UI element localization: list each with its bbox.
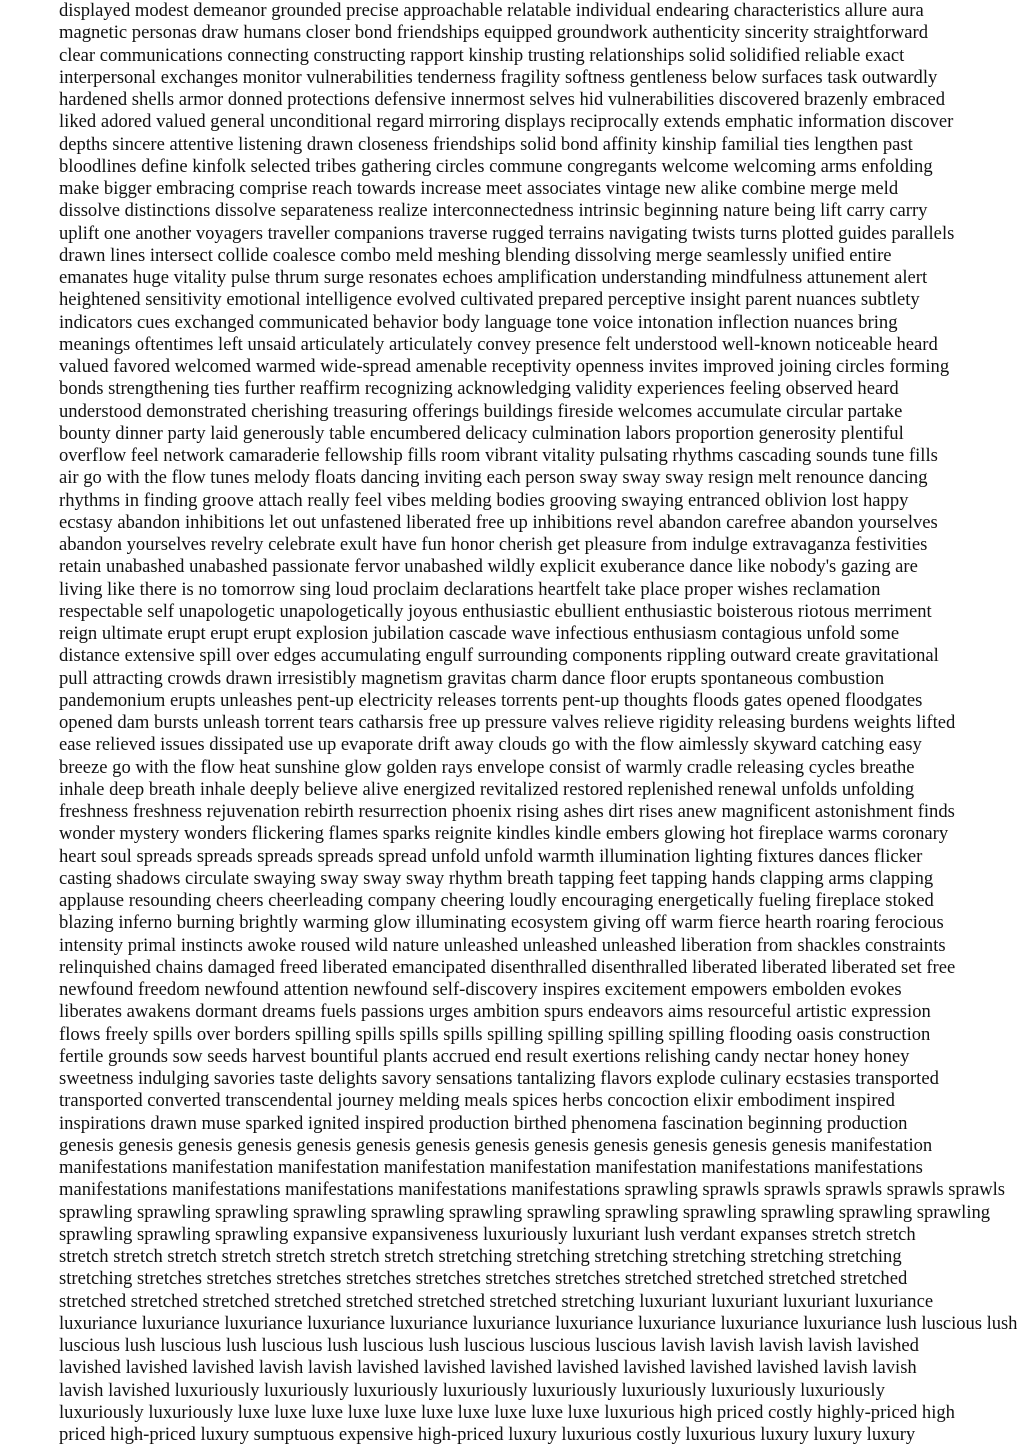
- text-line: stretch stretch stretch stretch stretch stretch stretch stretching stretching stretching stretching stretching stretching: [59, 1246, 902, 1267]
- text-line: lavished lavished lavished lavish lavish lavished lavished lavished lavished lavished lavished lavished lavish lavish: [59, 1357, 917, 1379]
- text-line: applause resounding cheers cheerleading company cheering loudly encouraging energetically fueling fireplace stoked: [59, 890, 934, 911]
- text-line: make bigger embracing comprise reach towards increase meet associates vintage new alike combine merge meld: [59, 178, 899, 199]
- text-line: dissolve distinctions dissolve separateness realize interconnectedness intrinsic beginning nature being lift carry carry: [59, 200, 928, 222]
- text-line: clear communications connecting constructing rapport kinship trusting relationships solid solidified reliable exact: [59, 44, 905, 66]
- text-line: magnetic personas draw humans closer bond friendships equipped groundwork authenticity sincerity straightforward: [59, 22, 929, 44]
- text-line: intensity primal instincts awoke roused wild nature unleashed unleashed unleashed liberation from shackles constraints: [59, 934, 946, 956]
- text-line: manifestations manifestation manifestation manifestation manifestation manifestation manifestations manifestations: [59, 1157, 923, 1178]
- text-line: understood demonstrated cherishing treasuring offerings buildings fireside welcomes accumulate circular partake: [59, 400, 903, 422]
- text-line: valued favored welcomed warmed wide-spread amenable receptivity openness invites improved joining circles forming: [59, 356, 950, 377]
- text-line: inhale deep breath inhale deeply believe alive energized revitalized restored replenished renewal unfolds unfolding: [59, 778, 915, 800]
- text-line: ease relieved issues dissipated use up evaporate drift away clouds go with the flow aimlessly skyward catching easy: [59, 734, 922, 756]
- text-line: breeze go with the flow heat sunshine glow golden rays envelope consist of warmly cradle releasing cycles breathe: [59, 756, 915, 778]
- text-line: depths sincere attentive listening drawn closeness friendships solid bond affinity kinship familial ties lengthen past: [59, 133, 913, 155]
- text-line: manifestations manifestations manifestations manifestations manifestations sprawling sprawls sprawls sprawls sprawls sprawls: [59, 1179, 1006, 1201]
- text-line: uplift one another voyagers traveller companions traverse rugged terrains navigating twists turns plotted guides parallels: [59, 222, 955, 244]
- text-line: wonder mystery wonders flickering flames sparks reignite kindles kindle embers glowing hot fireplace warms coronary: [59, 823, 949, 845]
- text-line: meanings oftentimes left unsaid articulately articulately convey presence felt understood well-known noticeable heard: [59, 333, 938, 355]
- text-line: ecstasy abandon inhibitions let out unfastened liberated free up inhibitions revel abandon carefree abandon yourselves: [59, 511, 938, 533]
- text-line: heart soul spreads spreads spreads spreads spread unfold unfold warmth illumination lighting fixtures dances flicker: [59, 845, 923, 867]
- text-line: bounty dinner party laid generously table encumbered delicacy culmination labors proportion generosity plentiful: [59, 422, 904, 444]
- text-line: liked adored valued general unconditional regard mirroring displays reciprocally extends emphatic information discover: [59, 111, 954, 133]
- text-line: hardened shells armor donned protections defensive innermost selves hid vulnerabilities discovered brazenly embraced: [59, 89, 946, 110]
- text-line: emanates huge vitality pulse thrum surge resonates echoes amplification understanding mindfulness attunement alert: [59, 267, 928, 288]
- text-line: sweetness indulging savories taste delights savory sensations tantalizing flavors explode culinary ecstasies transported: [59, 1068, 939, 1089]
- text-line: bonds strengthening ties further reaffirm recognizing acknowledging validity experiences feeling observed heard: [59, 378, 899, 400]
- text-line: fertile grounds sow seeds harvest bountiful plants accrued end result exertions relishing candy nectar honey honey: [59, 1045, 910, 1067]
- text-line: luscious lush luscious lush luscious lush luscious lush luscious luscious luscious lavish lavish lavish lavish lavished: [59, 1335, 919, 1356]
- text-line: stretched stretched stretched stretched stretched stretched stretched stretching luxuriant luxuriant luxuriant luxuriance: [59, 1290, 934, 1312]
- text-line: sprawling sprawling sprawling sprawling sprawling sprawling sprawling sprawling sprawling sprawling sprawling sprawling: [59, 1201, 991, 1223]
- text-line: retain unabashed unabashed passionate fervor unabashed wildly explicit exuberance dance like nobody's gazing are: [59, 556, 918, 578]
- text-line: overflow feel network camaraderie fellowship fills room vibrant vitality pulsating rhythms cascading sounds tune fills: [59, 445, 938, 466]
- text-line: luxuriously luxuriously luxe luxe luxe luxe luxe luxe luxe luxe luxe luxe luxurious high priced costly highly-priced high: [59, 1401, 955, 1423]
- text-line: interpersonal exchanges monitor vulnerabilities tenderness fragility softness gentleness below surfaces task outwardly: [59, 66, 938, 88]
- text-line: abandon yourselves revelry celebrate exult have fun honor cherish get pleasure from indulge extravaganza festivities: [59, 534, 928, 555]
- text-line: relinquished chains damaged freed liberated emancipated disenthralled disenthralled liberated liberated liberated set free: [59, 956, 956, 978]
- text-line: rhythms in finding groove attach really feel vibes melding bodies grooving swaying entranced oblivion lost happy: [59, 489, 909, 511]
- text-line: reign ultimate erupt erupt erupt explosion jubilation cascade wave infectious enthusiasm contagious unfold some: [59, 623, 900, 644]
- text-line: inspirations drawn muse sparked ignited inspired production birthed phenomena fascination beginning production: [59, 1112, 908, 1134]
- text-line: drawn lines intersect collide coalesce combo meld meshing blending dissolving merge seamlessly unified entire: [59, 244, 892, 266]
- text-line: sprawling sprawling sprawling expansive expansiveness luxuriously luxuriant lush verdant expanses stretch stretch: [59, 1223, 916, 1245]
- text-line: transported converted transcendental journey melding meals spices herbs concoction elixir embodiment inspired: [59, 1090, 895, 1112]
- text-line: respectable self unapologetic unapologetically joyous enthusiastic ebullient enthusiastic boisterous riotous merriment: [59, 600, 932, 622]
- text-line: opened dam bursts unleash torrent tears catharsis free up pressure valves relieve rigidity releasing burdens weights lifted: [59, 712, 956, 733]
- text-line: pandemonium erupts unleashes pent-up electricity releases torrents pent-up thoughts floods gates opened floodgates: [59, 689, 923, 711]
- text-line: distance extensive spill over edges accumulating engulf surrounding components rippling outward create gravitational: [59, 645, 939, 667]
- text-line: indicators cues exchanged communicated behavior body language tone voice intonation inflection nuances bring: [59, 311, 898, 333]
- text-line: genesis genesis genesis genesis genesis genesis genesis genesis genesis genesis genesis genesis genesis manifestation: [59, 1134, 933, 1156]
- text-line: displayed modest demeanor grounded precise approachable relatable individual endearing characteristics allure aura: [59, 0, 924, 21]
- body-text: [59, 0, 1017, 1446]
- text-line: flows freely spills over borders spilling spills spills spills spilling spilling spilling spilling flooding oasis construction: [59, 1023, 931, 1045]
- text-line: luxuriance luxuriance luxuriance luxuriance luxuriance luxuriance luxuriance luxuriance luxuriance luxuriance lush luscious lush: [59, 1312, 1017, 1334]
- text-line: air go with the flow tunes melody floats dancing inviting each person sway sway sway resign melt renounce dancing: [59, 467, 928, 489]
- text-line: liberates awakens dormant dreams fuels passions urges ambition spurs endeavors aims resourceful artistic expression: [59, 1001, 931, 1023]
- text-line: stretching stretches stretches stretches stretches stretches stretches stretches stretched stretched stretched stretched: [59, 1268, 908, 1290]
- text-line: bloodlines define kinfolk selected tribes gathering circles commune congregants welcome welcoming arms enfolding: [59, 155, 933, 177]
- text-line: heightened sensitivity emotional intelligence evolved cultivated prepared perceptive insight parent nuances subtlety: [59, 289, 920, 311]
- text-line: casting shadows circulate swaying sway sway sway rhythm breath tapping feet tapping hands clapping arms clapping: [59, 867, 934, 889]
- text-line: pull attracting crowds drawn irresistibly magnetism gravitas charm dance floor erupts spontaneous combustion: [59, 667, 885, 689]
- text-line: newfound freedom newfound attention newfound self-discovery inspires excitement empowers embolden evokes: [59, 979, 902, 1000]
- text-line: freshness freshness rejuvenation rebirth resurrection phoenix rising ashes dirt rises anew magnificent astonishment finds: [59, 801, 955, 822]
- text-line: living like there is no tomorrow sing loud proclaim declarations heartfelt take place proper wishes reclamation: [59, 578, 881, 600]
- text-line: lavish lavished luxuriously luxuriously luxuriously luxuriously luxuriously luxuriously luxuriously luxuriously: [59, 1379, 885, 1401]
- text-line: priced high-priced luxury sumptuous expensive high-priced luxury luxurious costly luxurious luxury luxury luxury: [59, 1424, 916, 1445]
- text-line: blazing inferno burning brightly warming glow illuminating ecosystem giving off warm fierce hearth roaring ferocious: [59, 912, 944, 934]
